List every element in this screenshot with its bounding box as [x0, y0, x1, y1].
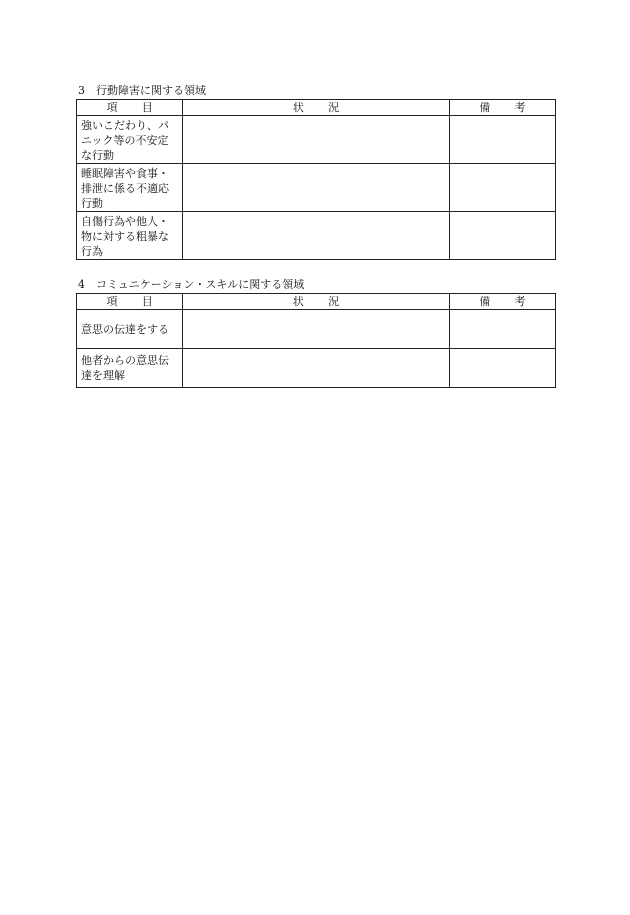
- table-row: [77, 212, 556, 260]
- status-cell[interactable]: [183, 116, 450, 164]
- table-row: [77, 349, 556, 388]
- communication-section: [76, 278, 556, 388]
- section-heading: 3 行動障害に関する領域: [78, 84, 206, 97]
- status-cell[interactable]: [183, 164, 450, 212]
- table-header-row: [77, 294, 556, 310]
- remarks-cell[interactable]: [449, 349, 555, 388]
- remarks-cell[interactable]: [449, 310, 555, 349]
- item-cell: 強いこだわり、パニック等の不安定な行動: [77, 116, 183, 164]
- remarks-cell[interactable]: [449, 164, 555, 212]
- table-header-row: [77, 100, 556, 116]
- column-header-item: 項 目: [77, 294, 183, 310]
- column-header-status: 状 況: [183, 294, 450, 310]
- column-header-remarks: 備 考: [449, 100, 555, 116]
- item-cell: 他者からの意思伝達を理解: [77, 349, 183, 388]
- item-cell: 睡眠障害や食事・排泄に係る不適応行動: [77, 164, 183, 212]
- behavior-section: [76, 84, 556, 260]
- table-row: [77, 310, 556, 349]
- column-header-status: 状 況: [183, 100, 450, 116]
- status-cell[interactable]: [183, 349, 450, 388]
- status-cell[interactable]: [183, 212, 450, 260]
- remarks-cell[interactable]: [449, 116, 555, 164]
- column-header-remarks: 備 考: [449, 294, 555, 310]
- column-header-item: 項 目: [77, 100, 183, 116]
- remarks-cell[interactable]: [449, 212, 555, 260]
- item-cell: 自傷行為や他人・物に対する粗暴な行為: [77, 212, 183, 260]
- section-heading: 4 コミュニケーション・スキルに関する領域: [78, 278, 305, 291]
- behavior-table: [76, 99, 556, 260]
- table-row: [77, 116, 556, 164]
- communication-table: [76, 293, 556, 388]
- table-row: [77, 164, 556, 212]
- item-cell: 意思の伝達をする: [77, 310, 183, 349]
- status-cell[interactable]: [183, 310, 450, 349]
